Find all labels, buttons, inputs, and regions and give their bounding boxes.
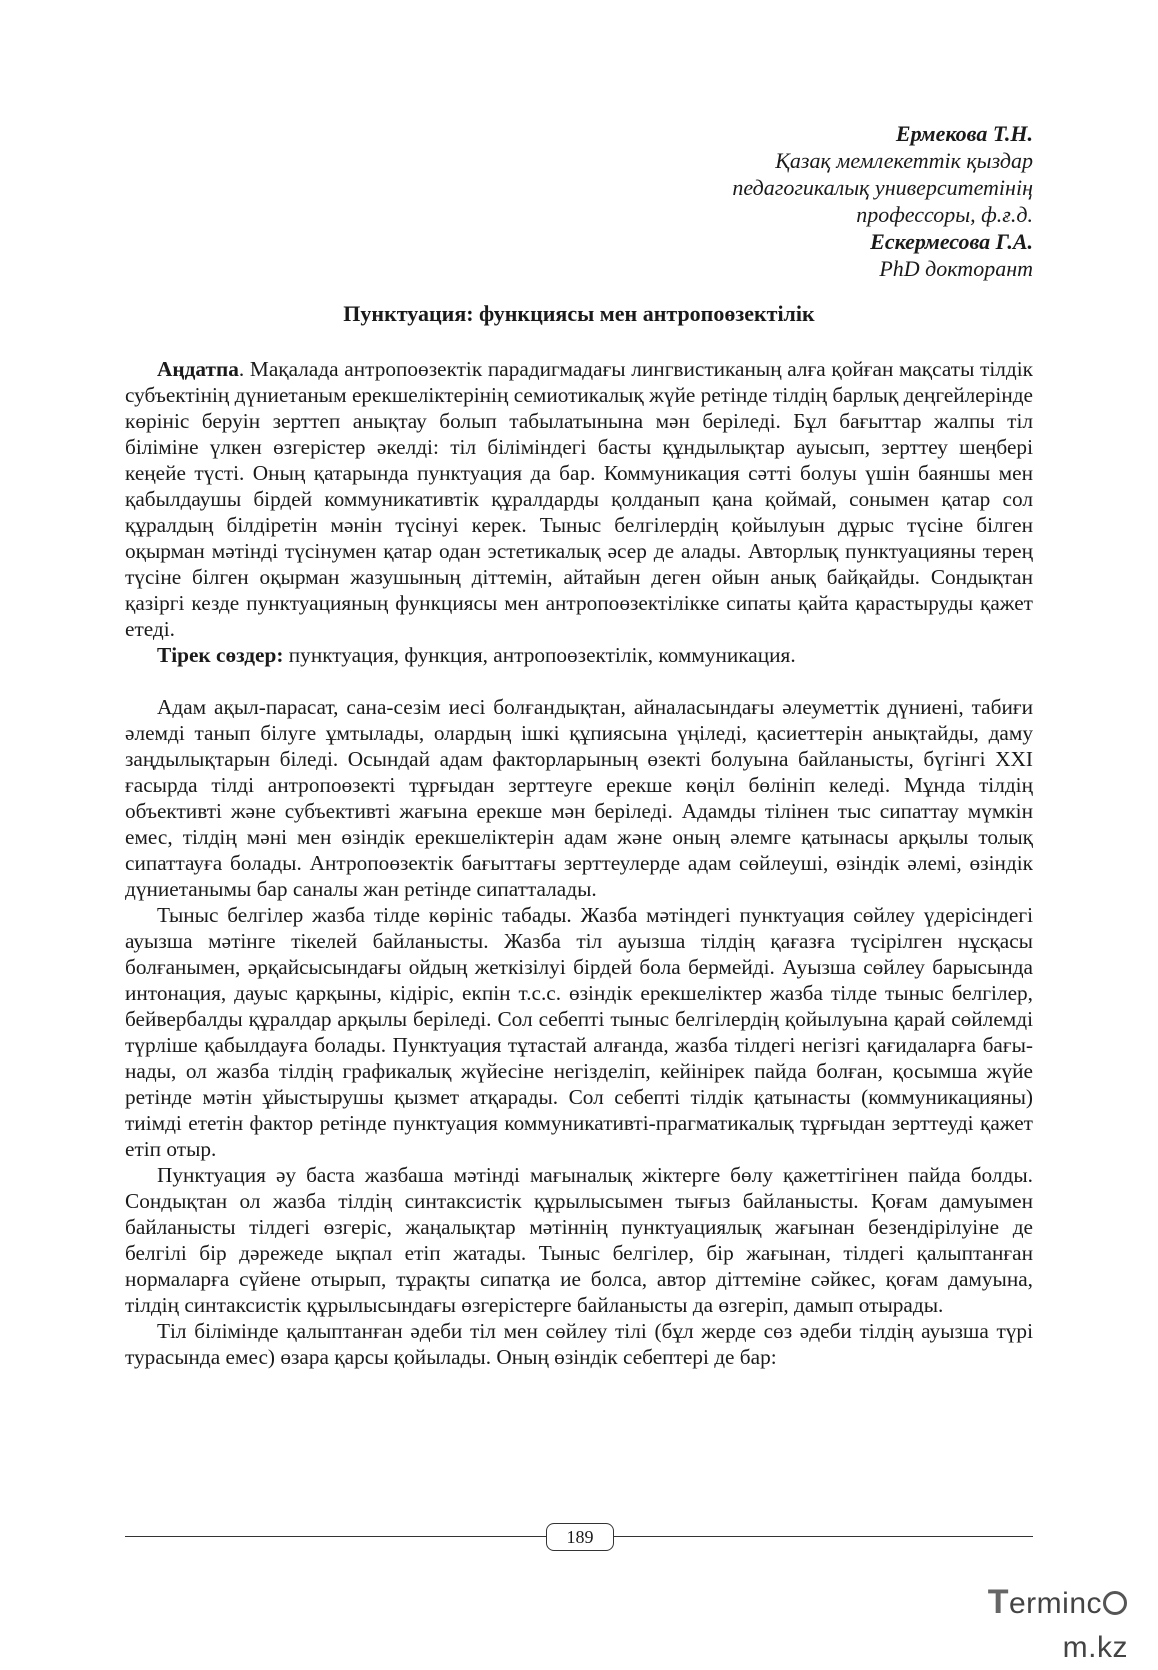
watermark-letter-t: T bbox=[987, 1583, 1009, 1621]
abstract-text: . Мақалада антропоөзектік парадигмадағы лингвистиканың алға қойған мақсаты тілдік субъектінің дүниетаным ерекшеліктерінің семиотикалық жүйе ретінде тілдің барлық деңгейлерінде көрініс беруін зерттеп анықтау болып табылатынына мән беріледі. Бұл бағыттар жалпы тіл біліміне үлкен өзгерістер әкелді: тіл біліміндегі басты құндылықтар ауысып, зерттеу шеңбері кеңейе түсті. Оның қатарында пунктуация да бар. Коммуникация сәтті болуы үшін баяншы мен қабылдаушы бірдей коммуникативтік құралдарды қолданып қана қоймай, сонымен қатар сол құралдың білдіретін мәнін түсінуі керек. Тыныс белгілердің қойылуын дұрыс түсіне білген оқырман мәтінді түсінумен қатар одан эстетикалық әсер де алады. Авторлық пунктуацияны терең түсіне білген оқырман жазушының діттемін, айтайын деген ойын анық байқайды. Сондықтан қазіргі кезде пунктуацияның функциясы мен антропоөзектілікке сипаты қайта қарастыруды қажет етеді. bbox=[125, 357, 1033, 641]
keywords-paragraph bbox=[125, 642, 1033, 668]
author-1-affiliation-line-2: педагогикалық университетінің bbox=[732, 175, 1033, 200]
page-number: 189 bbox=[546, 1523, 614, 1551]
body-paragraph-1: Адам ақыл-парасат, сана-сезім иесі болғандықтан, айналасындағы әлеуметтік дүниені, табиғи әлемді танып білуге ұмтылады, олардың ішкі құпиясына үңіледі, қасиеттерін анықтайды, даму заңдылықтарын біледі. Осындай адам факторларының өзекті болуына байланысты, бүгінгі XXI ғасырда тілді антропоөзекті тұрғыдан зерттеуге ерекше көңіл бөлініп келеді. Мұнда тілдің объективті және субъективті жағына ерекше мән беріледі. Адамды тілінен тыс сипаттау мүмкін емес, тілдің мәні мен өзіндік ерекшеліктерін адам және оның әлемге қатынасы арқылы толық сипаттауға болады. Антропоөзектік бағыттағы зерттеулерде адам сөйлеуші, өзіндік әлемі, өзіндік дүниетанымы бар саналы жан ретінде сипатталады. bbox=[125, 695, 1033, 901]
watermark-text-1: erminc bbox=[1008, 1587, 1102, 1620]
author-block bbox=[613, 120, 1033, 282]
author-2-position: PhD докторант bbox=[879, 256, 1033, 281]
keywords-text: пунктуация, функция, антропоөзектілік, коммуникация. bbox=[283, 643, 796, 667]
watermark-text-2: m.kz bbox=[1062, 1631, 1128, 1664]
watermark-circle-icon bbox=[1103, 1591, 1127, 1615]
body-paragraph-4: Тіл білімінде қалыптанған әдеби тіл мен сөйлеу тілі (бұл жерде сөз әдеби тілдің ауызша түрі турасында емес) өзара қарсы қойылады. Оның өзіндік себептері де бар: bbox=[125, 1319, 1033, 1369]
termincom-watermark bbox=[928, 1580, 1128, 1664]
author-1-affiliation-line-1: Қазақ мемлекеттік қыздар bbox=[775, 148, 1033, 173]
article-title: Пунктуация: функциясы мен антропоөзектілік bbox=[343, 301, 815, 326]
body-paragraph-2: Тыныс белгілер жазба тілде көрініс табады. Жазба мәтіндегі пунктуация сөйлеу үдерісіндегі ауызша мәтінге тікелей байланысты. Жазба тіл ауызша тілдің қағазға түсірілген нұсқасы болғанымен, әрқайсысындағы ойдың жеткізілуі бірдей бола бермейді. Ауызша сөйлеу барысында интонация, дауыс қарқыны, кідіріс, екпін т.с.с. өзіндік ерекшеліктер жазба тілде тыныс белгілер, бейвербалды құралдар арқылы беріледі. Сол себепті тыныс белгілердің қойылуына қарай сөйлемді түрліше қабылдауға болады. Пунктуация тұтастай алғанда, жазба тілдегі негізгі қағидаларға бағынады, ол жазба тілдің графикалық жүйесіне негізделіп, кейінірек пайда болған, қосымша жүйе ретінде мәтін ұйыстырушы қызмет атқарады. Сол себепті тілдік қатынасты (коммуникацияны) тиімді ететін фактор ретінде пунктуация коммуникативті-прагматикалық тұрғыдан зерттеуді қажет етіп отыр. bbox=[125, 903, 1033, 1161]
author-1-position: профессоры, ф.ғ.д. bbox=[856, 202, 1033, 227]
body-paragraph-3: Пунктуация әу баста жазбаша мәтінді мағыналық жіктерге бөлу қажеттігінен пайда болды. Сондықтан ол жазба тілдің синтаксистік құрылысымен тығыз байланысты. Қоғам дамуымен байланысты тілдегі өзгеріс, жаңалықтар мәтіннің пунктуациялық жағынан безендірілуіне де белгілі бір дәрежеде ықпал етіп жатады. Тыныс белгілер, бір жағынан, тілдегі қалыптанған нормаларға сүйене отырып, тұрақты сипатқа ие болса, автор діттеміне сәйкес, қоғам дамуына, тілдің синтаксистік құрылысындағы өзгерістерге байланысты да өзгеріп, дамып отырады. bbox=[125, 1163, 1033, 1317]
article-body bbox=[125, 356, 1033, 1370]
author-2-name: Ескермесова Г.А. bbox=[870, 229, 1033, 254]
keywords-label: Тірек сөздер: bbox=[157, 643, 284, 667]
abstract-paragraph bbox=[125, 356, 1033, 642]
author-1-name: Ермекова Т.Н. bbox=[895, 121, 1033, 146]
abstract-label: Аңдатпа bbox=[157, 357, 239, 381]
